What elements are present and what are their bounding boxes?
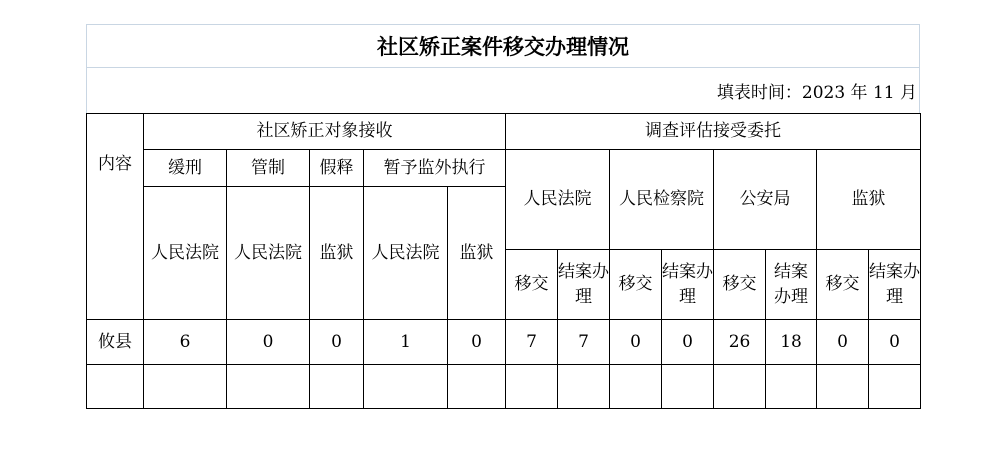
empty-cell <box>448 365 506 409</box>
cell-prison-handled: 0 <box>869 320 921 365</box>
cell-police-transfer: 26 <box>714 320 766 365</box>
empty-cell <box>87 365 144 409</box>
header-row-2 <box>87 150 921 187</box>
empty-cell <box>558 365 610 409</box>
empty-cell <box>310 365 364 409</box>
header-group-receive: 社区矫正对象接收 <box>144 114 506 150</box>
empty-cell <box>869 365 921 409</box>
report-table <box>86 113 921 409</box>
empty-cell <box>714 365 766 409</box>
header-survey-court: 人民法院 <box>506 150 610 250</box>
empty-cell <box>662 365 714 409</box>
cell-probation-court: 6 <box>144 320 227 365</box>
table-row-empty <box>87 365 921 409</box>
header-police-transfer: 移交 <box>714 250 766 320</box>
cell-parole-prison: 0 <box>310 320 364 365</box>
header-prison-transfer: 移交 <box>817 250 869 320</box>
header-probation-court: 人民法院 <box>144 187 227 320</box>
header-procuratorate-transfer: 移交 <box>610 250 662 320</box>
fill-date: 填表时间：2023 年 11 月 <box>86 68 920 113</box>
header-survey-procuratorate: 人民检察院 <box>610 150 714 250</box>
report-title: 社区矫正案件移交办理情况 <box>86 24 920 68</box>
header-temp-exec: 暂予监外执行 <box>364 150 506 187</box>
empty-cell <box>610 365 662 409</box>
table-row <box>87 320 921 365</box>
empty-cell <box>144 365 227 409</box>
header-parole-prison: 监狱 <box>310 187 364 320</box>
cell-prison-transfer: 0 <box>817 320 869 365</box>
empty-cell <box>766 365 817 409</box>
row-name: 攸县 <box>87 320 144 365</box>
header-police-handled: 结案办理 <box>766 250 817 320</box>
cell-procuratorate-transfer: 0 <box>610 320 662 365</box>
header-row-1 <box>87 114 921 150</box>
cell-court-transfer: 7 <box>506 320 558 365</box>
cell-temp-court: 1 <box>364 320 448 365</box>
header-prison-handled: 结案办理 <box>869 250 921 320</box>
header-procuratorate-handled: 结案办理 <box>662 250 714 320</box>
report-frame <box>86 24 920 409</box>
header-control: 管制 <box>227 150 310 187</box>
header-temp-prison: 监狱 <box>448 187 506 320</box>
header-survey-prison: 监狱 <box>817 150 921 250</box>
header-probation: 缓刑 <box>144 150 227 187</box>
empty-cell <box>817 365 869 409</box>
empty-cell <box>364 365 448 409</box>
header-court-transfer: 移交 <box>506 250 558 320</box>
empty-cell <box>227 365 310 409</box>
header-content: 内容 <box>87 114 144 320</box>
header-survey-police: 公安局 <box>714 150 817 250</box>
header-court-handled: 结案办理 <box>558 250 610 320</box>
cell-court-handled: 7 <box>558 320 610 365</box>
cell-police-handled: 18 <box>766 320 817 365</box>
cell-control-court: 0 <box>227 320 310 365</box>
cell-temp-prison: 0 <box>448 320 506 365</box>
cell-procuratorate-handled: 0 <box>662 320 714 365</box>
header-group-survey: 调查评估接受委托 <box>506 114 921 150</box>
empty-cell <box>506 365 558 409</box>
header-temp-court: 人民法院 <box>364 187 448 320</box>
header-control-court: 人民法院 <box>227 187 310 320</box>
header-parole: 假释 <box>310 150 364 187</box>
